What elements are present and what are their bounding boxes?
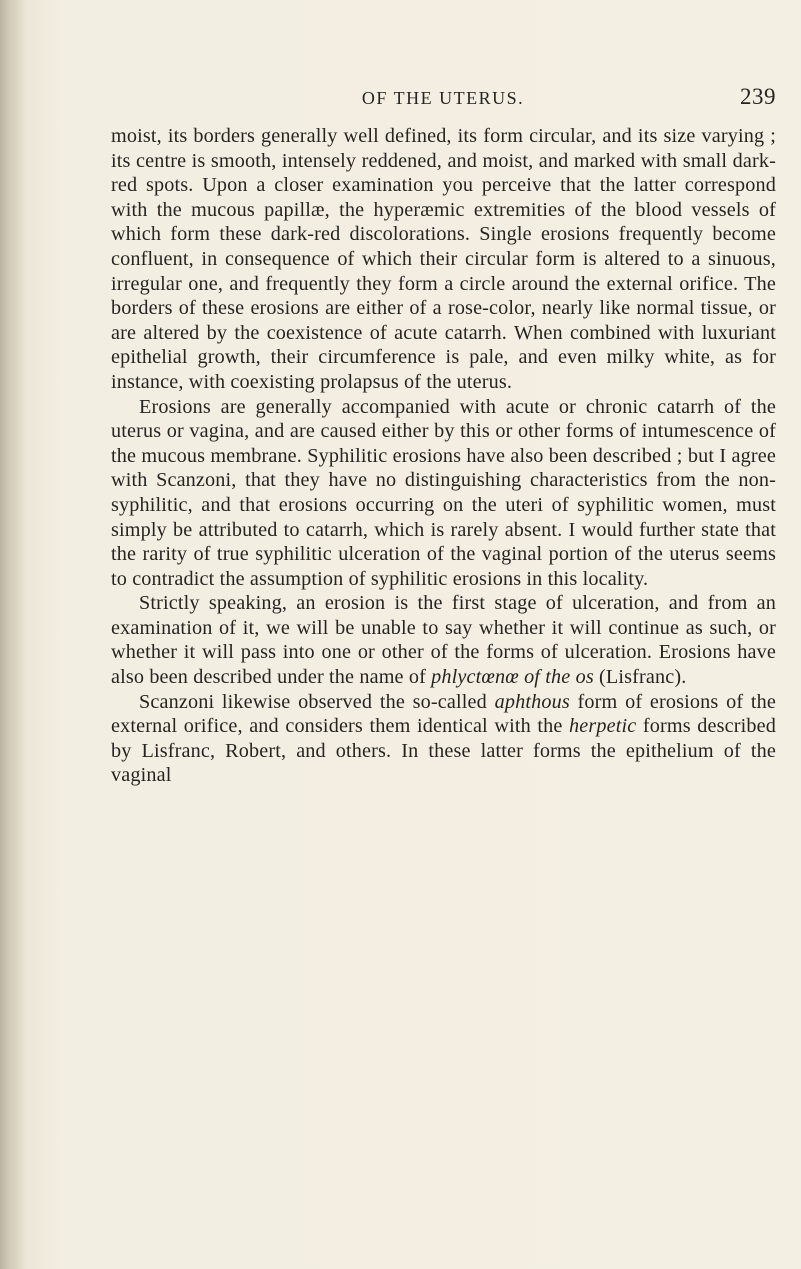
running-head: OF THE UTERUS. [361, 88, 525, 108]
text-run: (Lisfranc). [593, 666, 687, 689]
page-header [110, 84, 776, 114]
text-run: Scanzoni likewise observed the so-called [139, 690, 495, 713]
text-run: moist, its borders generally well defined, its form circular, and its size varying ; its centre is smooth, intensely reddened, and moist, and marked with small dark-red spots. Upon a closer examination you perceive that the latter correspond with the mucous papillæ, the hyperæmic extremities of the blood vessels of which form these dark-red discolorations. Single erosions frequently become confluent, in consequence of which their circular form is altered to a sinuous, irregular one, and frequently they form a circle around the external orifice. The borders of these erosions are either of a rose-color, nearly like normal tissue, or are altered by the coexistence of acute catarrh. When combined with luxuriant epithelial growth, their circumference is pale, and even milky white, as for instance, with coexisting prolapsus of the uterus. [111, 125, 776, 393]
text-run: Strictly speaking, an erosion is the first stage of ulceration, and from an examination of it, we will be unable to say whether it will continue as such, or whether it will pass into one or other of the forms of ulceration. Erosions have also been described under the name of [111, 592, 776, 689]
text-run: form of erosions of the external orifice, and considers them identical with the [111, 690, 777, 738]
paragraph [111, 124, 776, 395]
text-run: forms described by Lisfranc, Robert, and others. In these latter forms the epithelium of the vaginal [111, 715, 776, 787]
paragraph [111, 395, 776, 592]
text-run: Erosions are generally accompanied with acute or chronic catarrh of the uterus or vagina, and are caused either by this or other forms of intumescence of the mucous membrane. Syphilitic erosions have also been described ; but I agree with Scanzoni, that they have no distinguishing characteristics from the non-syphilitic, and that erosions occurring on the uteri of syphilitic women, must simply be attributed to catarrh, which is rarely absent. I would further state that the rarity of true syphilitic ulceration of the vaginal portion of the uterus seems to contradict the assumption of syphilitic erosions in this locality. [111, 395, 776, 590]
page-number: 239 [740, 84, 776, 109]
italic-term: herpetic [569, 715, 637, 738]
italic-term: aphthous [494, 690, 570, 713]
page-gutter-shadow [0, 0, 26, 1269]
paragraph [111, 690, 776, 788]
paragraph [111, 591, 776, 689]
italic-term: phlyctœnœ of the os [431, 666, 594, 689]
body-text [111, 124, 776, 788]
